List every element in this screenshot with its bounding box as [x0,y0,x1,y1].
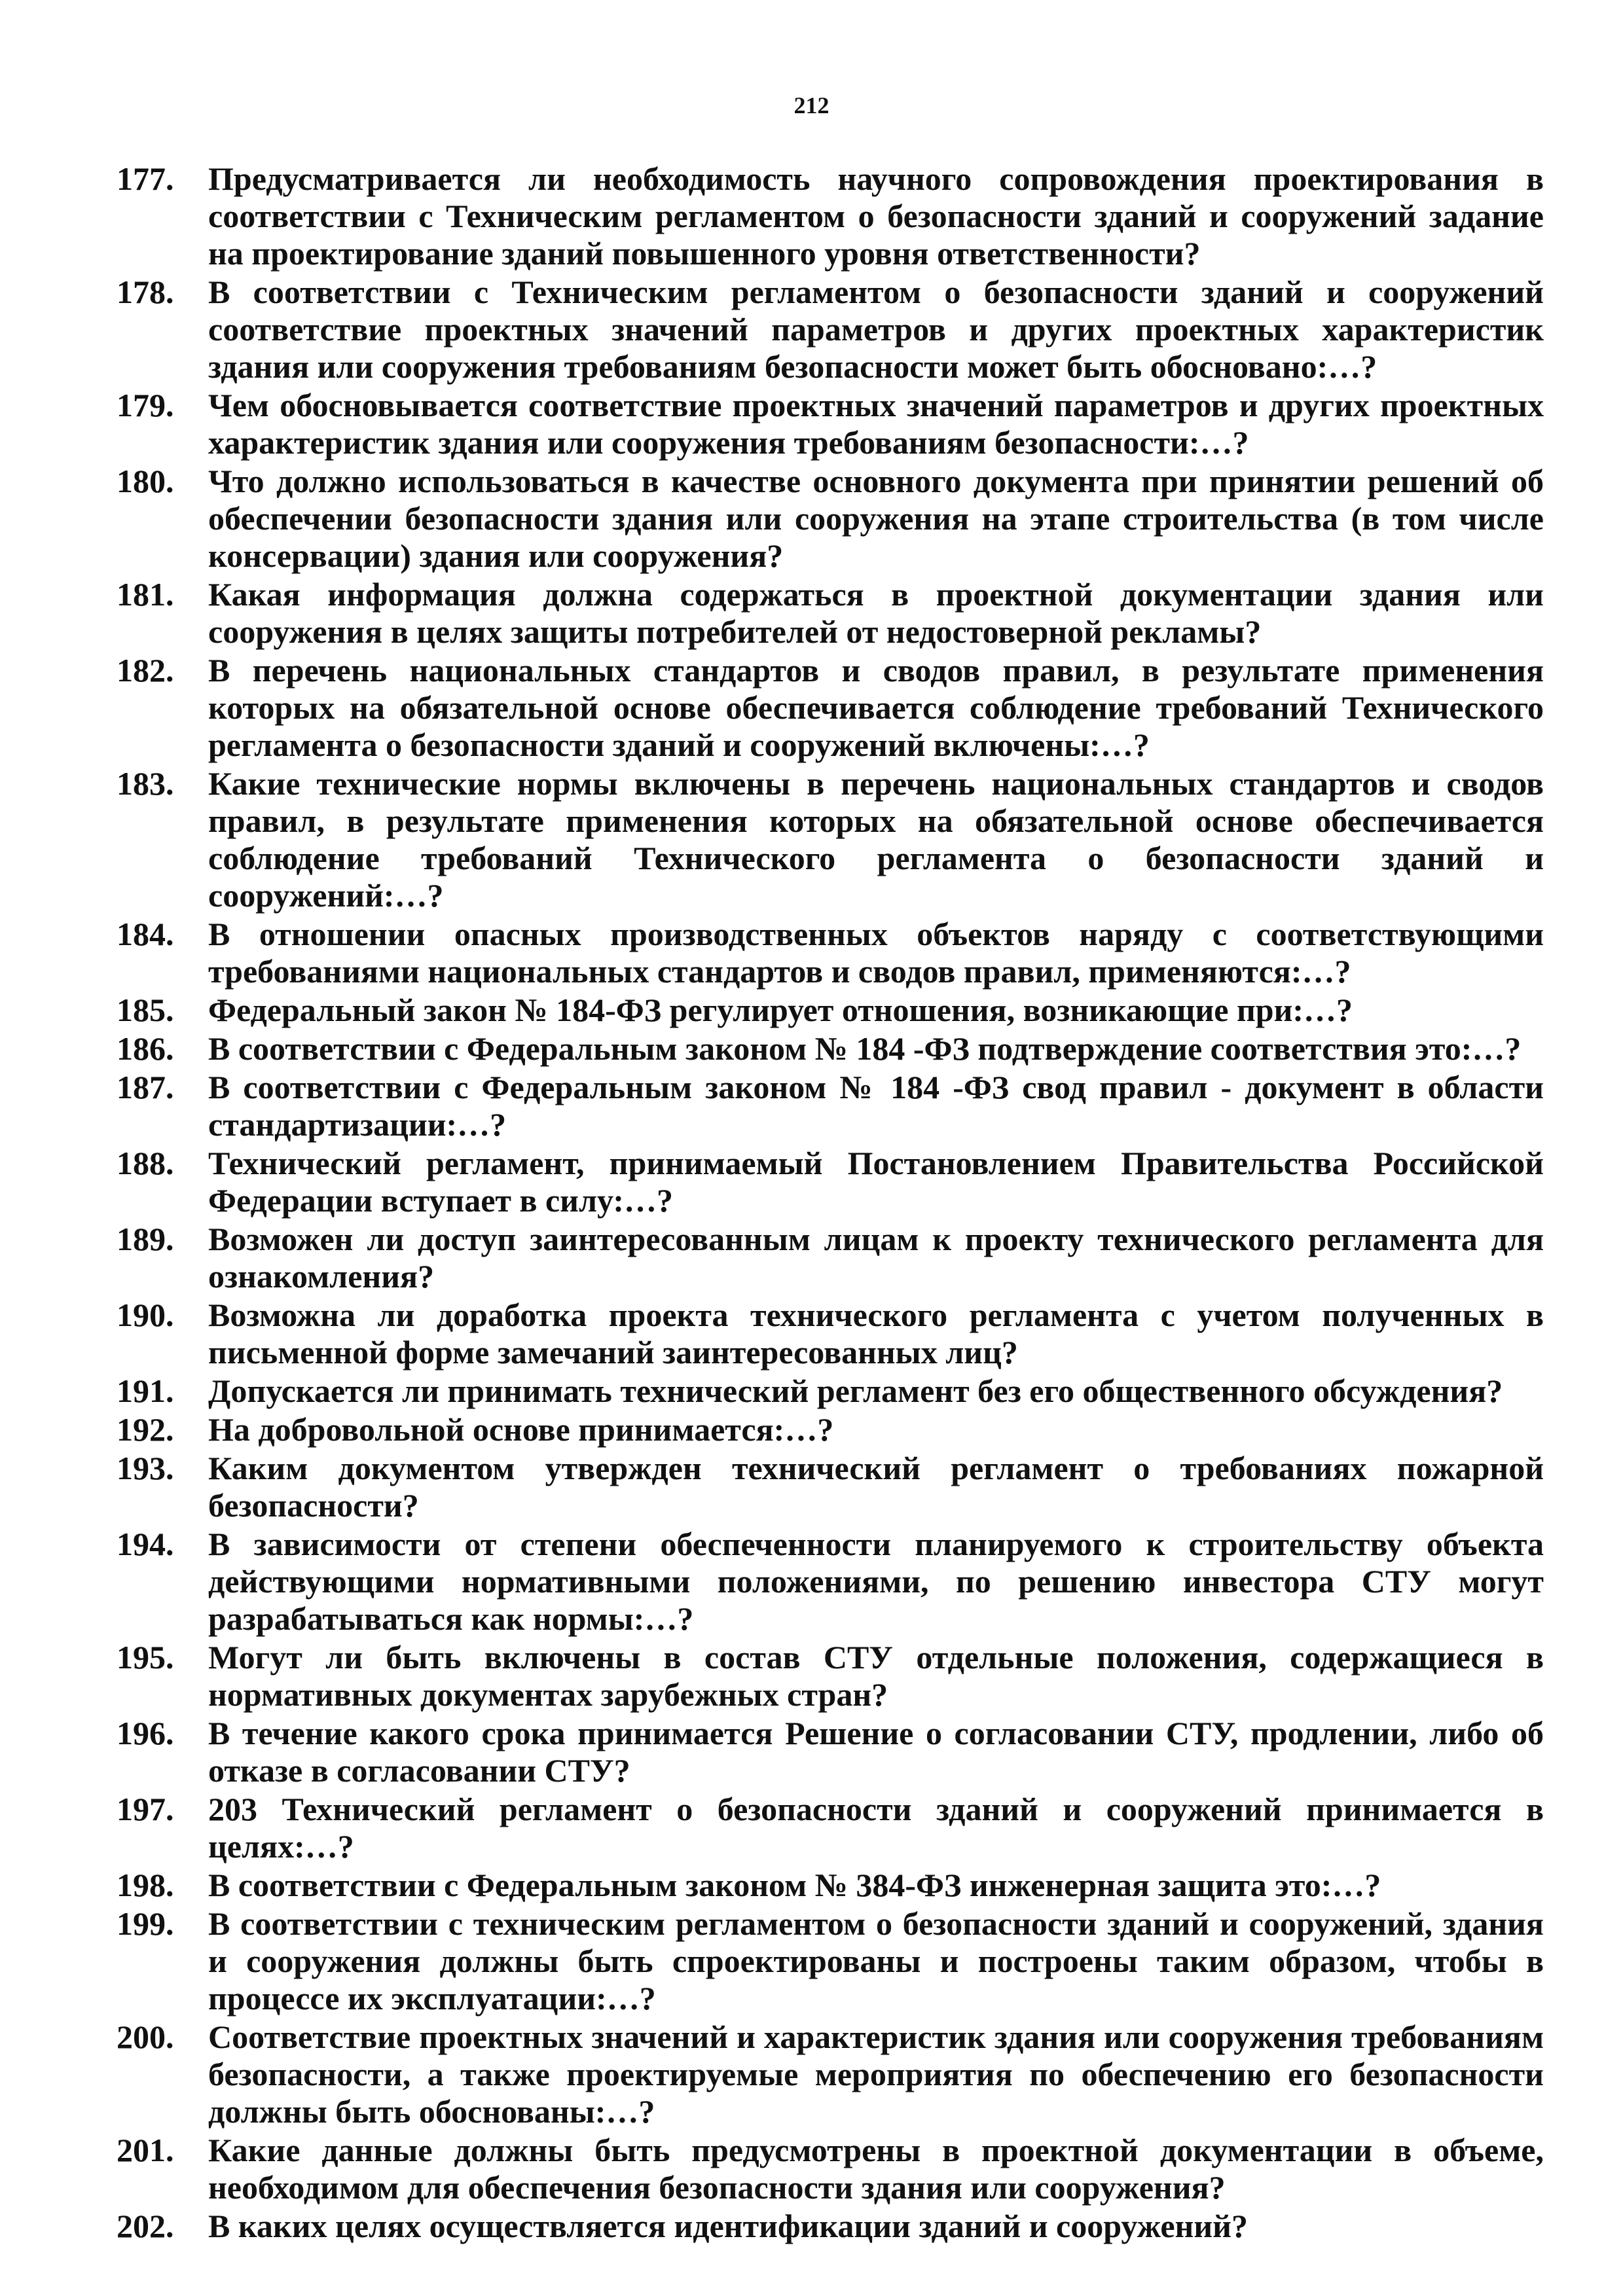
question-text: На добровольной основе принимается:…? [208,1411,834,1448]
question-number: 186. [117,1030,174,1067]
question-number: 196. [117,1715,174,1751]
question-text: Возможна ли доработка проекта технического регламента с учетом полученных в письменной форме замечаний заинтересованных лиц? [208,1297,1544,1371]
question-item [117,274,1544,386]
question-item [117,2132,1544,2206]
question-number: 181. [117,576,174,613]
question-text: 203 Технический регламент о безопасности зданий и сооружений принимается в целях:…? [208,1791,1544,1865]
question-number: 183. [117,765,174,802]
question-number: 200. [117,2018,174,2055]
question-item [117,916,1544,990]
question-number: 178. [117,274,174,310]
question-text: Какие данные должны быть предусмотрены в проектной документации в объеме, необходимом для обеспечения безопасности здания или сооружения? [208,2132,1544,2206]
question-number: 184. [117,916,174,952]
question-text: Соответствие проектных значений и характеристик здания или сооружения требованиям безопасности, а также проектируемые мероприятия по обеспечению его безопасности должны быть обоснованы:…? [208,2018,1544,2130]
question-text: Предусматривается ли необходимость научного сопровождения проектирования в соответствии с Техническим регламентом о безопасности зданий и сооружений задание на проектирование зданий повышенного уровня ответственности? [208,160,1544,272]
question-item [117,1450,1544,1524]
question-item [117,1030,1544,1067]
question-list [117,160,1544,2246]
question-text: Какая информация должна содержаться в проектной документации здания или сооружения в целях защиты потребителей от недостоверной рекламы? [208,576,1544,650]
question-number: 185. [117,992,174,1028]
question-text: В каких целях осуществляется идентификации зданий и сооружений? [208,2208,1248,2244]
question-number: 191. [117,1372,174,1409]
question-item [117,1526,1544,1638]
question-item [117,652,1544,764]
question-item [117,1639,1544,1713]
question-item [117,2018,1544,2130]
question-text: В перечень национальных стандартов и сводов правил, в результате применения которых на обязательной основе обеспечивается соблюдение требований Технического регламента о безопасности зданий и сооружений включены:…? [208,652,1544,763]
question-number: 192. [117,1411,174,1448]
question-text: Технический регламент, принимаемый Постановлением Правительства Российской Федерации вступает в силу:…? [208,1145,1544,1219]
question-item [117,1715,1544,1789]
question-item [117,1297,1544,1371]
question-number: 195. [117,1639,174,1676]
question-number: 182. [117,652,174,689]
question-text: В соответствии с техническим регламентом о безопасности зданий и сооружений, здания и сооружения должны быть спроектированы и построены таким образом, чтобы в процессе их эксплуатации:…? [208,1905,1544,2017]
question-text: Допускается ли принимать технический регламент без его общественного обсуждения? [208,1372,1503,1409]
question-number: 179. [117,387,174,423]
page-number: 212 [793,92,830,118]
question-number: 180. [117,463,174,499]
question-item [117,1372,1544,1410]
question-item [117,576,1544,651]
question-number: 202. [117,2208,174,2244]
question-item [117,992,1544,1029]
question-text: Могут ли быть включены в состав СТУ отдельные положения, содержащиеся в нормативных документах зарубежных стран? [208,1639,1544,1713]
question-text: Чем обосновывается соответствие проектных значений параметров и других проектных характеристик здания или сооружения требованиям безопасности:…? [208,387,1544,461]
question-text: Возможен ли доступ заинтересованным лицам к проекту технического регламента для ознакомления? [208,1221,1544,1295]
question-text: Какие технические нормы включены в перечень национальных стандартов и сводов правил, в результате применения которых на обязательной основе обеспечивается соблюдение требований Технического регламента о безопасности зданий и сооружений:…? [208,765,1544,914]
question-item [117,1905,1544,2017]
question-item [117,160,1544,272]
question-number: 187. [117,1069,174,1105]
question-text: В отношении опасных производственных объектов наряду с соответствующими требованиями национальных стандартов и сводов правил, применяются:…? [208,916,1544,990]
question-item [117,1867,1544,1904]
question-number: 198. [117,1867,174,1903]
question-number: 188. [117,1145,174,1181]
question-number: 197. [117,1791,174,1827]
question-number: 199. [117,1905,174,1942]
question-item [117,765,1544,914]
question-text: Что должно использоваться в качестве основного документа при принятии решений об обеспечении безопасности здания или сооружения на этапе строительства (в том числе консервации) здания или сооружения? [208,463,1544,574]
question-number: 194. [117,1526,174,1562]
question-item [117,1221,1544,1295]
question-number: 177. [117,160,174,197]
question-text: В соответствии с Федеральным законом № 184 -ФЗ свод правил - документ в области стандартизации:…? [208,1069,1544,1143]
question-number: 193. [117,1450,174,1486]
question-text: В зависимости от степени обеспеченности планируемого к строительству объекта действующими нормативными положениями, по решению инвестора СТУ могут разрабатываться как нормы:…? [208,1526,1544,1637]
question-number: 189. [117,1221,174,1257]
question-item [117,1145,1544,1219]
question-text: Каким документом утвержден технический регламент о требованиях пожарной безопасности? [208,1450,1544,1524]
question-item [117,1411,1544,1448]
question-item [117,463,1544,575]
question-item [117,1069,1544,1143]
question-item [117,1791,1544,1865]
question-text: В соответствии с Федеральным законом № 384-ФЗ инженерная защита это:…? [208,1867,1381,1903]
question-item [117,2208,1544,2245]
question-text: В течение какого срока принимается Решение о согласовании СТУ, продлении, либо об отказе в согласовании СТУ? [208,1715,1544,1789]
question-item [117,387,1544,461]
question-text: В соответствии с Техническим регламентом о безопасности зданий и сооружений соответствие проектных значений параметров и других проектных характеристик здания или сооружения требованиям безопасности может быть обосновано:…? [208,274,1544,385]
question-text: В соответствии с Федеральным законом № 184 -ФЗ подтверждение соответствия это:…? [208,1030,1522,1067]
question-text: Федеральный закон № 184-ФЗ регулирует отношения, возникающие при:…? [208,992,1353,1028]
question-number: 201. [117,2132,174,2168]
question-number: 190. [117,1297,174,1333]
